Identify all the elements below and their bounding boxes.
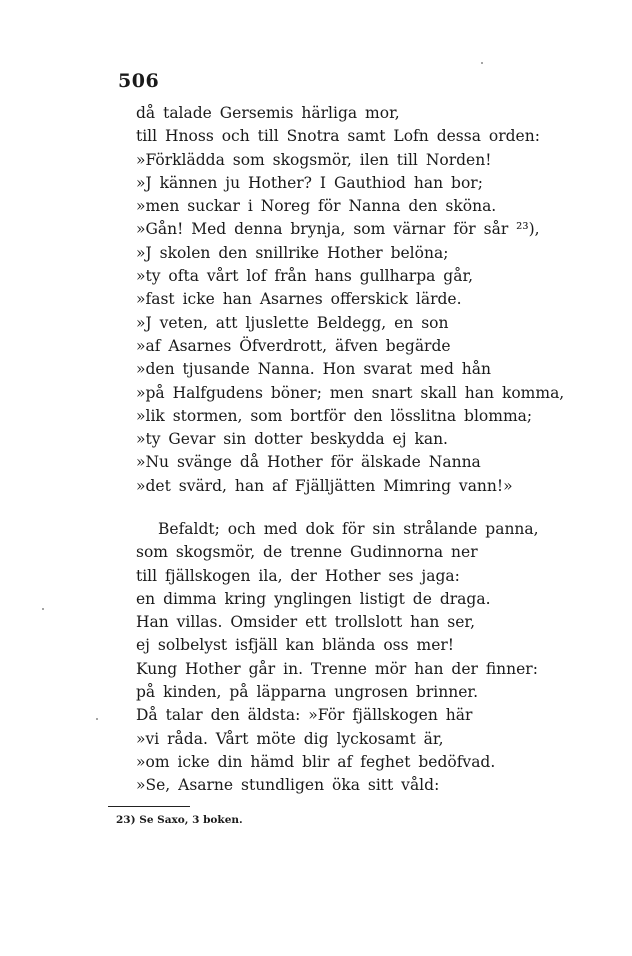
verse-line: till Hnoss och till Snotra samt Lofn dessa orden: xyxy=(136,127,540,146)
verse-line: »men suckar i Noreg för Nanna den sköna. xyxy=(136,197,497,216)
print-speck xyxy=(481,62,483,64)
verse-line: då talade Gersemis härliga mor, xyxy=(136,104,400,122)
verse-line: »J skolen den snillrike Hother belöna; xyxy=(136,243,449,262)
verse-line: en dimma kring ynglingen listigt de draga. xyxy=(136,589,491,608)
verse-line: som skogsmör, de trenne Gudinnorna ner xyxy=(136,543,478,562)
print-speck xyxy=(42,608,44,610)
verse-line: »ty ofta vårt lof från hans gullharpa går, xyxy=(136,267,474,286)
verse-line: »Förklädda som skogsmör, ilen till Norden! xyxy=(136,150,492,169)
verse-line: ej solbelyst isfjäll kan blända oss mer! xyxy=(136,636,455,655)
verse-line: Kung Hother går in. Trenne mör han der finner: xyxy=(136,659,538,678)
footnote: 23) Se Saxo, 3 boken. xyxy=(116,814,243,826)
verse-line: »på Halfgudens böner; men snart skall han komma, xyxy=(136,383,565,402)
footnote-rule xyxy=(108,806,190,807)
verse-line: »den tjusande Nanna. Hon svarat med hån xyxy=(136,360,492,379)
verse-line: »Nu svänge då Hother för älskade Nanna xyxy=(136,453,481,472)
verse-line: »vi råda. Vårt möte dig lyckosamt är, xyxy=(136,729,444,748)
verse-line: på kinden, på läpparna ungrosen brinner. xyxy=(136,683,479,702)
verse-line: »lik stormen, som bortför den lösslitna blomma; xyxy=(136,406,533,425)
verse-line: »ty Gevar sin dotter beskydda ej kan. xyxy=(136,430,448,449)
verse-line: till fjällskogen ila, der Hother ses jaga: xyxy=(136,566,460,585)
stanza-2 xyxy=(136,518,556,798)
verse-line: »J kännen ju Hother? I Gauthiod han bor; xyxy=(136,173,483,192)
verse-line: Då talar den äldsta: »För fjällskogen här xyxy=(136,706,473,725)
verse-line: »Gån! Med denna brynja, som värnar för sår ²³), xyxy=(136,220,540,239)
verse-line: »det svärd, han af Fjälljätten Mimring vann!» xyxy=(136,476,513,495)
page-number: 506 xyxy=(118,70,160,92)
stanza-1 xyxy=(136,102,565,498)
verse-line: »Se, Asarne stundligen öka sitt våld: xyxy=(136,776,440,795)
print-speck xyxy=(96,718,98,720)
verse-line: »J veten, att ljuslette Beldegg, en son xyxy=(136,313,449,332)
verse-line: »fast icke han Asarnes offerskick lärde. xyxy=(136,290,462,309)
verse-line: »om icke din hämd blir af feghet bedöfvad. xyxy=(136,752,496,771)
verse-line: Han villas. Omsider ett trollslott han ser, xyxy=(136,613,476,632)
verse-line: »af Asarnes Öfverdrott, äfven begärde xyxy=(136,336,451,355)
verse-line: Befaldt; och med dok för sin strålande panna, xyxy=(158,520,539,538)
